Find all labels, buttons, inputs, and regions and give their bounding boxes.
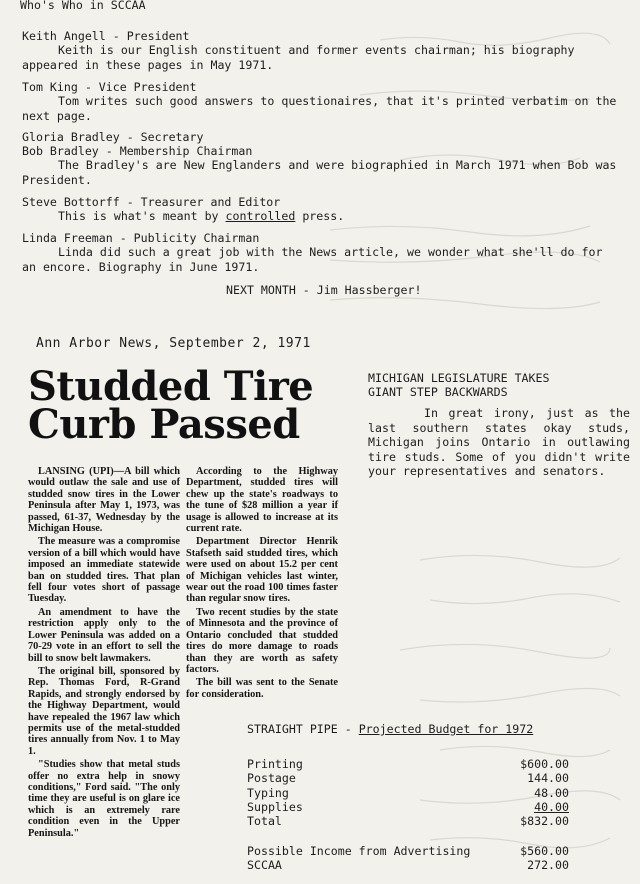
next-month-note: NEXT MONTH - Jim Hassberger! [226, 283, 422, 297]
clipping-headline: Studded Tire Curb Passed [28, 363, 314, 448]
article-paragraph: The original bill, sponsored by Rep. Thomas Ford, R-Grand Rapids, and strongly endorsed by the Highway Department, would have repealed the 1967 law which permits use of the metal-studded tires annually from Nov. 1 to May 1. [28, 665, 180, 757]
article-paragraph: The bill was sent to the Senate for consideration. [186, 677, 338, 700]
member-heading: Gloria Bradley - Secretary [22, 130, 204, 144]
article-paragraph: According to the Highway Department, studded tires will chew up the state's roadways to the tune of $28 million a year if usage is allowed to increase at its current rate. [186, 466, 338, 535]
article-paragraph: An amendment to have the restriction apply only to the Lower Peninsula was added on a 70-29 vote in an effort to sell the bill to snow belt lawmakers. [28, 606, 180, 664]
income-label: SCCAA [247, 858, 282, 872]
member-bio: Keith is our English constituent and former events chairman; his biography appeared in these pages in May 1971. [22, 43, 575, 72]
budget-label: Typing [247, 786, 289, 800]
article-paragraph: LANSING (UPI)—A bill which would outlaw the sale and use of studded snow tires in the Lower Peninsula after May 1, 1973, was passed, 61-37, Wednesday by the Michigan House. [28, 466, 180, 535]
section-title: Who's Who in SCCAA [20, 0, 146, 12]
article-column-1 [28, 466, 180, 841]
income-amount: $560.00 [520, 844, 569, 858]
budget-amount: 48.00 [534, 786, 569, 800]
budget-label: Printing [247, 757, 303, 771]
article-paragraph: The measure was a compromise version of a bill which would have imposed an immediate statewide ban on studded tires. That plan fell four votes short of passage Tuesday. [28, 536, 180, 605]
budget-amount: 144.00 [527, 771, 569, 785]
clipping-source: Ann Arbor News, September 2, 1971 [36, 336, 311, 351]
note-title: GIANT STEP BACKWARDS [368, 385, 508, 399]
budget-total: $832.00 [520, 814, 569, 828]
member-heading: Bob Bradley - Membership Chairman [22, 144, 253, 158]
note-body: In great irony, just as the last southern states okay studs, Michigan joins Ontario in outlawing tire studs. Some of you didn't write your representatives and senators. [368, 406, 630, 478]
member-bio: This is what's meant by controlled press. [58, 209, 345, 223]
budget-amount: 40.00 [534, 800, 569, 814]
income-amount: 272.00 [527, 858, 569, 872]
note-title: MICHIGAN LEGISLATURE TAKES [368, 371, 550, 385]
budget-title: STRAIGHT PIPE - Projected Budget for 1972 [247, 722, 534, 736]
member-heading: Keith Angell - President [22, 29, 190, 43]
budget-amount: $600.00 [520, 757, 569, 771]
member-bio: The Bradley's are New Englanders and were biographied in March 1971 when Bob was President. [22, 158, 617, 187]
budget-label: Postage [247, 771, 296, 785]
member-bio: Linda did such a great job with the News article, we wonder what she'll do for an encore. Biography in June 1971. [22, 245, 603, 274]
member-heading: Steve Bottorff - Treasurer and Editor [22, 195, 281, 209]
member-heading: Tom King - Vice President [22, 80, 197, 94]
member-heading: Linda Freeman - Publicity Chairman [22, 231, 260, 245]
member-bio: Tom writes such good answers to questionaires, that it's printed verbatim on the next page. [22, 94, 617, 123]
article-paragraph: Department Director Henrik Stafseth said studded tires, which were used on about 15.2 per cent of Michigan vehicles last winter, wear out the road 100 times faster than regular snow tires. [186, 536, 338, 605]
budget-label: Total [247, 814, 282, 828]
income-label: Possible Income from Advertising [247, 844, 471, 858]
article-column-2 [186, 466, 338, 702]
article-paragraph: "Studies show that metal studs offer no extra help in snowy conditions," Ford said. "The only time they are useful is on glare ice which is an extremely rare condition even in the Upper Peninsula." [28, 759, 180, 839]
budget-label: Supplies [247, 800, 303, 814]
article-paragraph: Two recent studies by the state of Minnesota and the province of Ontario concluded that studded tires do more damage to roads than they are worth as safety factors. [186, 606, 338, 675]
